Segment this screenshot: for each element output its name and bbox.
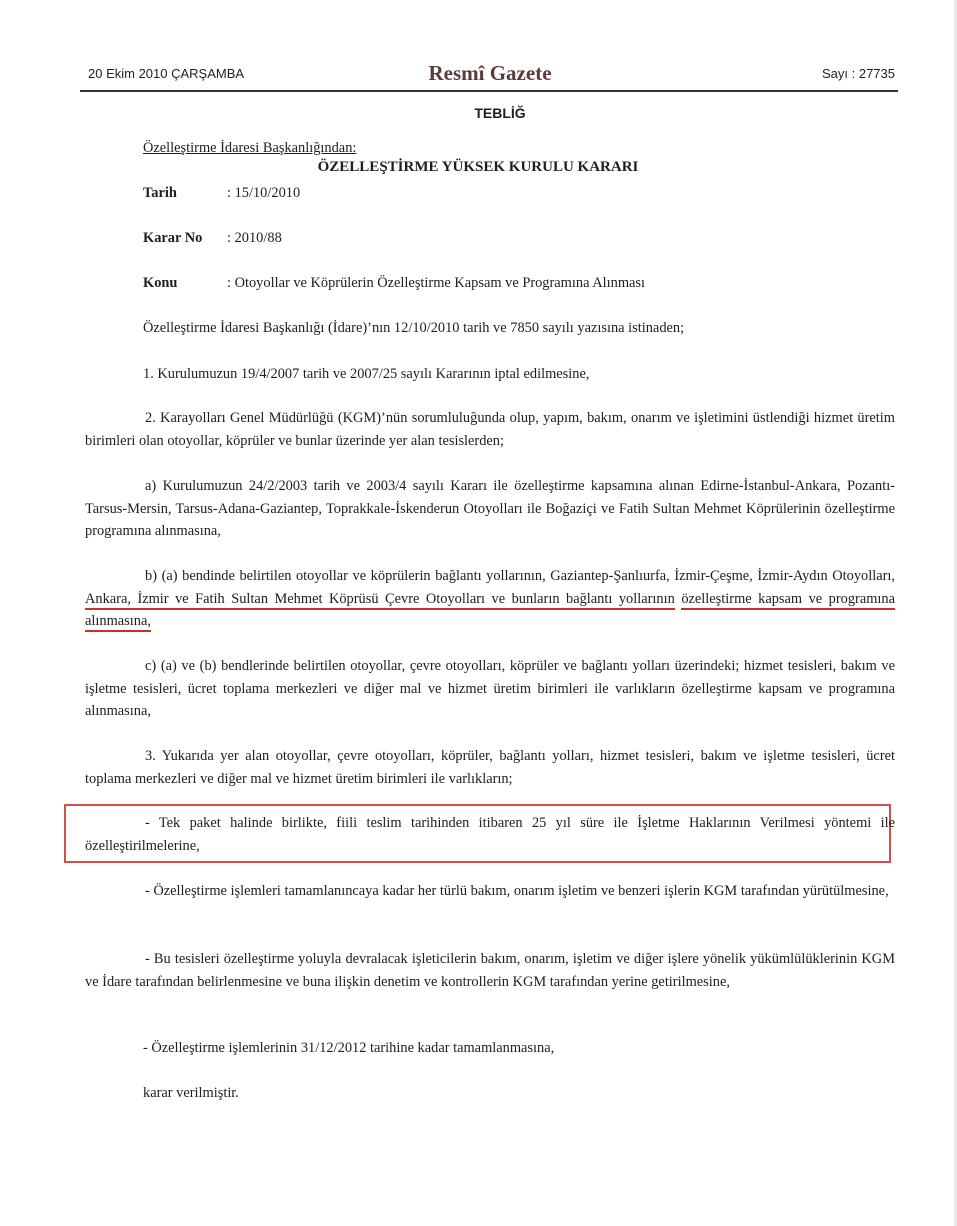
meta-value: : Otoyollar ve Köprülerin Özelleştirme Kapsam ve Programına Alınması bbox=[227, 275, 646, 291]
section-title: TEBLİĞ bbox=[474, 105, 526, 121]
paragraph-b-text: b) (a) bendinde belirtilen otoyollar ve köprülerin bağlantı yollarının, Gaziantep-Şanlıurfa, İzmir-Çeşme, İzmir-Aydın Otoyolları, bbox=[145, 568, 895, 584]
header-divider bbox=[80, 90, 898, 92]
meta-date bbox=[143, 182, 300, 204]
closing-line: karar verilmiştir. bbox=[143, 1085, 239, 1101]
dash-item-2 bbox=[85, 880, 895, 903]
decision-title: ÖZELLEŞTİRME YÜKSEK KURULU KARARI bbox=[317, 159, 639, 175]
dash-item-1-text: - Tek paket halinde birlikte, fiili teslim tarihinden itibaren 25 yıl süre ile İşletme Haklarının Verilmesi yöntemi ile özelleştirilmelerine, bbox=[85, 815, 895, 854]
issue-number: Sayı : 27735 bbox=[822, 66, 895, 81]
paragraph-c-text: c) (a) ve (b) bendlerinde belirtilen otoyollar, çevre otoyolları, köprüler ve bağlantı yolları üzerindeki; hizmet tesisleri, bakım ve işletme tesisleri, ücret toplama merkezleri ve diğer mal ve hizmet üretim birimleri ile varlıkların özelleştirme kapsam ve programına alınmasına, bbox=[85, 658, 895, 719]
dash-item-2-text: - Özelleştirme işlemleri tamamlanıncaya kadar her türlü bakım, onarım işletim ve benzeri işlerin KGM tarafından yürütülmesine, bbox=[145, 883, 889, 899]
dash-item-4: - Özelleştirme işlemlerinin 31/12/2012 tarihine kadar tamamlanmasına, bbox=[143, 1040, 555, 1056]
paragraph-2 bbox=[85, 407, 895, 452]
paragraph-c bbox=[85, 655, 895, 723]
gazette-title: Resmî Gazete bbox=[428, 61, 552, 85]
meta-label: Konu bbox=[143, 275, 178, 291]
paragraph-a-text: a) Kurulumuzun 24/2/2003 tarih ve 2003/4 sayılı Kararı ile özelleştirme kapsamına alınan Edirne-İstanbul-Ankara, Pozantı-Tarsus-Mersin, Tarsus-Adana-Gaziantep, Toprakkale-İskenderun Otoyolları ile Boğaziçi ve Fatih Sultan Mehmet Köprülerinin özelleştirme programına alınmasına, bbox=[85, 478, 895, 539]
dash-item-3-text: - Bu tesisleri özelleştirme yoluyla devralacak işleticilerin bakım, onarım, işletim ve diğer işlere yönelik yükümlülüklerinin KGM ve İdare tarafından belirlenmesine ve buna ilişkin denetim ve kontrollerin KGM tarafından yerine getirilmesine, bbox=[85, 951, 895, 990]
issuer: Özelleştirme İdaresi Başkanlığından: bbox=[143, 140, 357, 156]
paragraph-a bbox=[85, 475, 895, 543]
meta-value: : 15/10/2010 bbox=[227, 185, 301, 201]
meta-label: Karar No bbox=[143, 230, 203, 246]
paragraph-3 bbox=[85, 745, 895, 790]
underlined-highlight: Ankara, İzmir ve Fatih Sultan Mehmet Köprüsü Çevre Otoyolları ve bunların bağlantı yollarının bbox=[85, 591, 675, 610]
meta-label: Tarih bbox=[143, 185, 177, 201]
meta-decision-no bbox=[143, 227, 282, 249]
header-date: 20 Ekim 2010 ÇARŞAMBA bbox=[88, 66, 245, 81]
paragraph-b bbox=[85, 565, 895, 633]
meta-subject bbox=[143, 272, 645, 294]
meta-value: : 2010/88 bbox=[227, 230, 282, 246]
dash-item-1 bbox=[85, 812, 895, 857]
paragraph-1: 1. Kurulumuzun 19/4/2007 tarih ve 2007/25 sayılı Kararının iptal edilmesine, bbox=[143, 366, 590, 382]
intro-paragraph: Özelleştirme İdaresi Başkanlığı (İdare)’nın 12/10/2010 tarih ve 7850 sayılı yazısına istinaden; bbox=[143, 320, 685, 336]
dash-item-3 bbox=[85, 948, 895, 993]
paragraph-2-text: 2. Karayolları Genel Müdürlüğü (KGM)’nün sorumluluğunda olup, yapım, bakım, onarım ve işletimini üstlendiği hizmet üretim birimleri olan otoyollar, köprüler ve bunlar üzerinde yer alan tesislerden; bbox=[85, 410, 895, 449]
paragraph-3-text: 3. Yukarıda yer alan otoyollar, çevre otoyolları, köprüler, bağlantı yolları, hizmet tesisleri, bakım ve işletme tesisleri, ücret toplama merkezleri ve diğer mal ve hizmet üretim birimleri ile varlıkların; bbox=[85, 748, 895, 787]
underlined-highlight-end: özelleştirme kapsam ve programına alınmasına, bbox=[85, 591, 895, 633]
